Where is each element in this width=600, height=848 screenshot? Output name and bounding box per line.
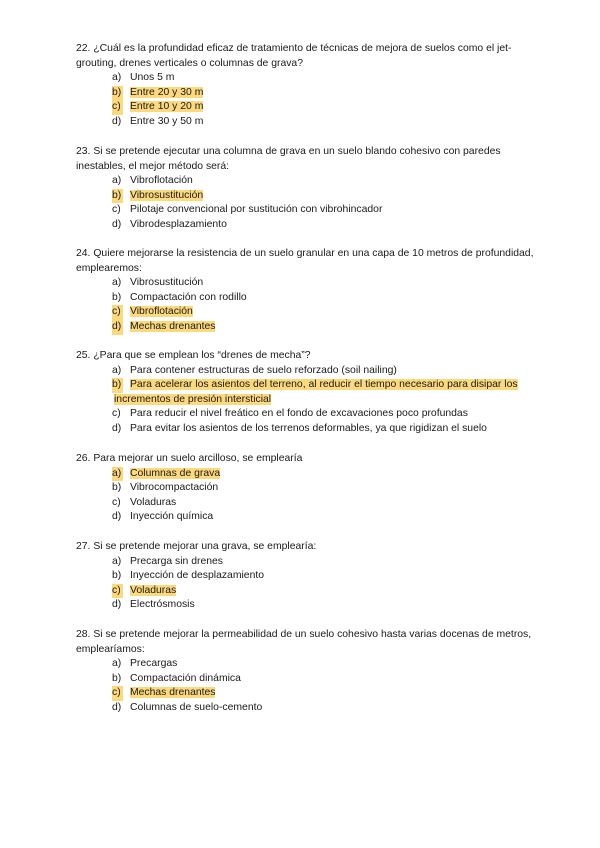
question-27 xyxy=(76,540,536,613)
question-text: 28. Si se pretende mejorar la permeabilidad de un suelo cohesivo hasta varias docenas de metros, emplearíamos: xyxy=(76,629,532,655)
question-28 xyxy=(76,628,536,716)
question-22 xyxy=(76,42,536,130)
option-b: b) Vibrocompactación xyxy=(112,482,219,494)
option-d: d) Inyección química xyxy=(112,511,214,523)
option-b: b) Entre 20 y 30 m xyxy=(76,86,536,101)
option-c: c) Entre 10 y 20 m xyxy=(76,100,536,115)
option-d: d) Mechas drenantes xyxy=(76,320,536,335)
option-c: c) Voladuras xyxy=(112,496,177,508)
question-text: 26. Para mejorar un suelo arcilloso, se emplearía xyxy=(76,453,303,464)
option-a: a) Columnas de grava xyxy=(76,467,536,482)
option-a: a) Para contener estructuras de suelo reforzado (soil nailing) xyxy=(112,364,397,376)
question-24 xyxy=(76,247,536,335)
question-text: 27. Si se pretende mejorar una grava, se emplearía: xyxy=(76,541,317,552)
question-text: 22. ¿Cuál es la profundidad eficaz de tratamiento de técnicas de mejora de suelos como el jet-grouting, drenes verticales o columnas de grava? xyxy=(76,43,512,69)
option-a: a) Precarga sin drenes xyxy=(112,555,223,567)
option-d: d) Columnas de suelo-cemento xyxy=(112,701,263,713)
question-text: 23. Si se pretende ejecutar una columna de grava en un suelo blando cohesivo con paredes inestables, el mejor método será: xyxy=(76,146,501,172)
question-text: 25. ¿Para que se emplean los “drenes de mecha”? xyxy=(76,350,311,361)
option-a: a) Vibroflotación xyxy=(112,175,193,187)
option-b: b) Para acelerar los asientos del terreno, al reducir el tiempo necesario para disipar los incrementos de presión intersticial xyxy=(112,379,518,405)
option-d: d) Vibrodesplazamiento xyxy=(112,218,227,230)
option-d: d) Para evitar los asientos de los terrenos deformables, ya que rigidizan el suelo xyxy=(112,422,487,434)
option-a: a) Precargas xyxy=(112,658,178,670)
question-25 xyxy=(76,349,536,437)
question-23 xyxy=(76,145,536,233)
option-a: a) Vibrosustitución xyxy=(112,277,204,289)
option-d: d) Electrósmosis xyxy=(112,599,195,611)
option-a: a) Unos 5 m xyxy=(112,72,175,84)
option-c: c) Mechas drenantes xyxy=(76,686,536,701)
option-c: c) Voladuras xyxy=(76,584,536,599)
option-b: b) Compactación con rodillo xyxy=(112,291,247,303)
option-c: c) Pilotaje convencional por sustitución con vibrohincador xyxy=(112,204,383,216)
option-b: b) Vibrosustitución xyxy=(76,189,536,204)
question-text: 24. Quiere mejorarse la resistencia de un suelo granular en una capa de 10 metros de profundidad, emplearemos: xyxy=(76,248,534,274)
option-c: c) Para reducir el nivel freático en el fondo de excavaciones poco profundas xyxy=(112,408,468,420)
option-c: c) Vibroflotación xyxy=(76,305,536,320)
option-d: d) Entre 30 y 50 m xyxy=(112,115,204,127)
question-26 xyxy=(76,452,536,525)
option-b: b) Inyección de desplazamiento xyxy=(112,570,265,582)
option-b: b) Compactación dinámica xyxy=(112,672,241,684)
